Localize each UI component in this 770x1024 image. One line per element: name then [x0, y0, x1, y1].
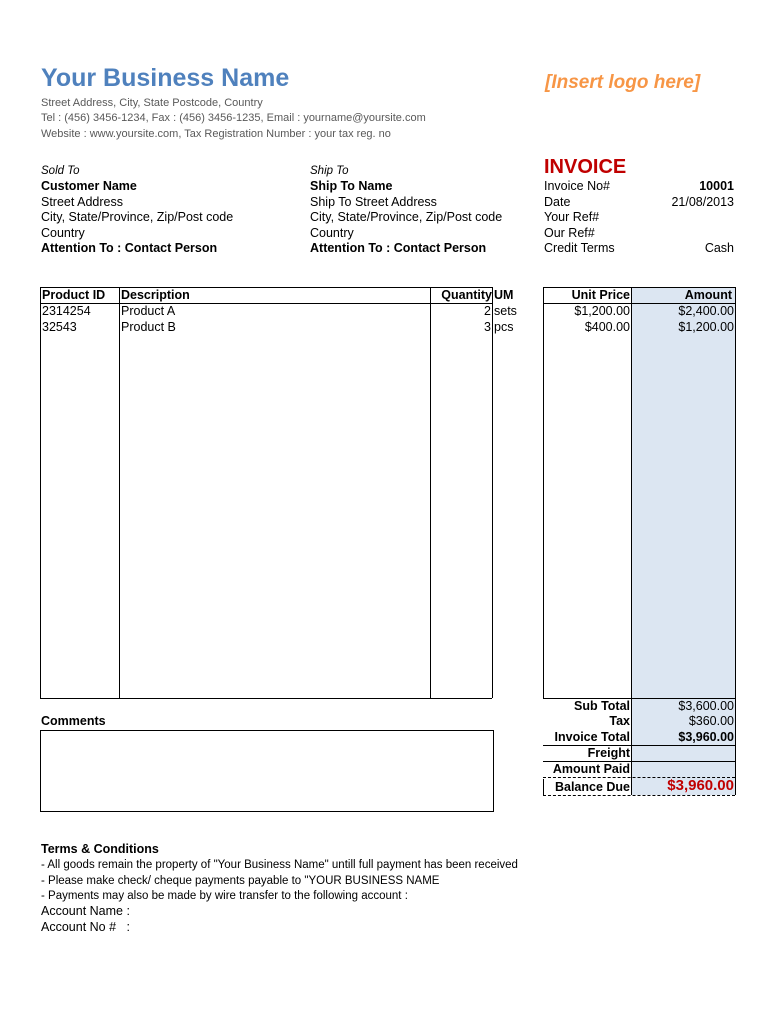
- ship-to-name: Ship To Name: [310, 179, 393, 193]
- table-bottom-border: [40, 698, 492, 699]
- balance-due-label: Balance Due: [554, 780, 630, 794]
- comments-label: Comments: [41, 714, 106, 728]
- contact-line: Tel : (456) 3456-1234, Fax : (456) 3456-1235, Email : yourname@yoursite.com: [41, 112, 426, 124]
- table-top-border-left: [40, 287, 492, 288]
- freight-label: Freight: [587, 746, 630, 760]
- header-um: UM: [494, 288, 514, 302]
- row-um: pcs: [494, 320, 514, 334]
- col-border-3: [430, 287, 431, 698]
- balance-due-line: [543, 795, 735, 796]
- account-name-label: Account Name :: [41, 904, 130, 918]
- address-line: Street Address, City, State Postcode, Country: [41, 97, 263, 109]
- terms-title: Terms & Conditions: [41, 842, 159, 856]
- row-unit-price: $1,200.00: [574, 304, 630, 318]
- row-product-id: 32543: [42, 320, 77, 334]
- sub-total-label: Sub Total: [573, 699, 630, 713]
- col-border-2: [119, 287, 120, 698]
- header-product-id: Product ID: [42, 288, 106, 302]
- customer-country: Country: [41, 226, 85, 240]
- date-label: Date: [544, 195, 571, 209]
- sold-to-label: Sold To: [41, 165, 80, 177]
- comments-box[interactable]: [40, 730, 494, 812]
- invoice-total-value: $3,960.00: [678, 730, 734, 744]
- credit-terms-label: Credit Terms: [544, 241, 615, 255]
- ship-to-attention: Attention To : Contact Person: [310, 241, 487, 255]
- row-amount: $2,400.00: [678, 304, 734, 318]
- our-ref-label: Our Ref#: [544, 226, 595, 240]
- date-value: 21/08/2013: [671, 195, 734, 209]
- col-border-5: [543, 287, 544, 698]
- col-border-1: [40, 287, 41, 698]
- sub-total-value: $3,600.00: [678, 699, 734, 713]
- terms-line: - All goods remain the property of "Your Business Name" untill full payment has been received: [41, 859, 518, 871]
- credit-terms-value: Cash: [704, 241, 734, 255]
- your-ref-label: Your Ref#: [544, 210, 600, 224]
- balance-due-value: $3,960.00: [667, 777, 734, 794]
- business-name: Your Business Name: [41, 64, 290, 92]
- customer-city: City, State/Province, Zip/Post code: [41, 210, 234, 224]
- row-um: sets: [494, 304, 517, 318]
- customer-name: Customer Name: [41, 179, 137, 193]
- amount-paid-label: Amount Paid: [552, 762, 630, 776]
- website-line: Website : www.yoursite.com, Tax Registration Number : your tax reg. no: [41, 128, 391, 140]
- col-border-6: [631, 287, 632, 698]
- row-product-id: 2314254: [42, 304, 91, 318]
- row-description: Product B: [121, 320, 176, 334]
- invoice-title: INVOICE: [544, 156, 627, 178]
- ship-to-city: City, State/Province, Zip/Post code: [310, 210, 503, 224]
- customer-attention: Attention To : Contact Person: [41, 241, 218, 255]
- tax-label: Tax: [609, 714, 630, 728]
- header-row-border-left: [40, 303, 492, 304]
- invoice-total-label: Invoice Total: [554, 730, 630, 744]
- row-quantity: 3: [484, 320, 491, 334]
- header-quantity: Quantity: [441, 288, 492, 302]
- col-border-4: [492, 287, 493, 698]
- totals-divider: [631, 698, 632, 795]
- header-description: Description: [121, 288, 190, 302]
- ship-to-street: Ship To Street Address: [310, 195, 437, 209]
- invoice-total-line: [543, 745, 735, 746]
- invoice-no-value: 10001: [699, 179, 734, 193]
- row-quantity: 2: [484, 304, 491, 318]
- tax-value: $360.00: [688, 714, 734, 728]
- account-no-label: Account No # :: [41, 920, 130, 934]
- customer-street: Street Address: [41, 195, 123, 209]
- ship-to-label: Ship To: [310, 165, 349, 177]
- row-unit-price: $400.00: [584, 320, 630, 334]
- totals-right-border: [735, 698, 736, 795]
- invoice-no-label: Invoice No#: [544, 179, 611, 193]
- amount-column-fill: [631, 287, 735, 698]
- header-unit-price: Unit Price: [571, 288, 630, 302]
- row-description: Product A: [121, 304, 176, 318]
- logo-placeholder: [Insert logo here]: [545, 72, 701, 93]
- header-amount: Amount: [684, 288, 732, 302]
- row-amount: $1,200.00: [678, 320, 734, 334]
- ship-to-country: Country: [310, 226, 354, 240]
- col-border-7: [735, 287, 736, 698]
- terms-line: - Payments may also be made by wire transfer to the following account :: [41, 890, 408, 902]
- balance-left-border: [543, 779, 544, 795]
- terms-line: - Please make check/ cheque payments payable to "YOUR BUSINESS NAME: [41, 875, 440, 887]
